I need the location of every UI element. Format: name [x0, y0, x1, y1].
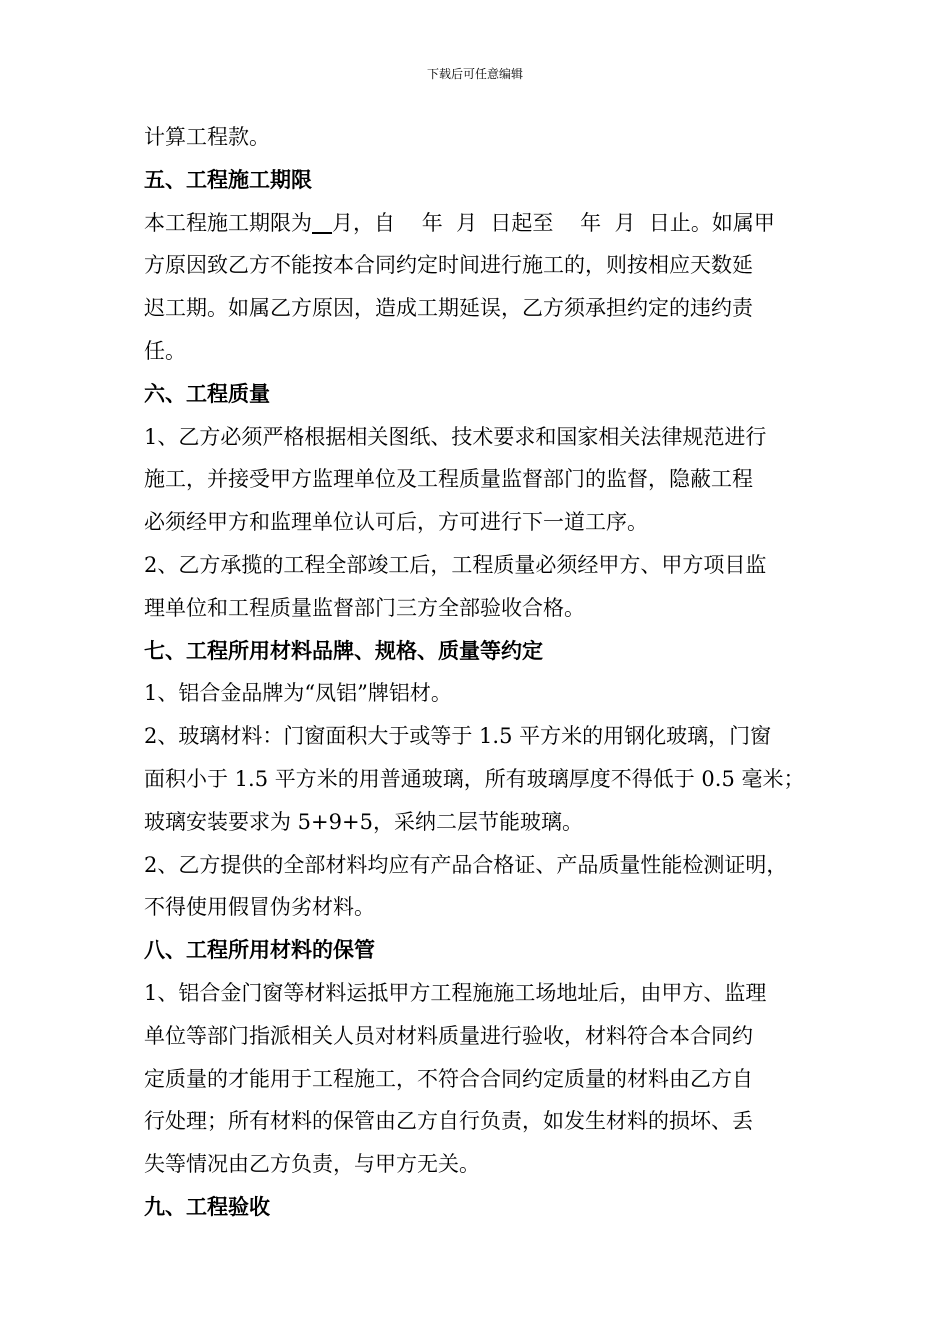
paragraph-line: 计算工程款。: [144, 125, 270, 149]
paragraph-line: 失等情况由乙方负责，与甲方无关。: [144, 1152, 480, 1177]
text-run: 月，自 年 月 日起至 年 月 日止。如属甲: [332, 210, 775, 235]
paragraph-line: 施工，并接受甲方监理单位及工程质量监督部门的监督，隐蔽工程: [144, 467, 753, 492]
paragraph-line: 2、玻璃材料：门窗面积大于或等于 1.5 平方米的用钢化玻璃，门窗: [144, 724, 772, 749]
paragraph-line: 1、铝合金品牌为“凤铝”牌铝材。: [144, 681, 452, 706]
paragraph-line: 1、铝合金门窗等材料运抵甲方工程施施工场地址后，由甲方、监理: [144, 980, 767, 1005]
paragraph-line: 面积小于 1.5 平方米的用普通玻璃，所有玻璃厚度不得低于 0.5 毫米；: [144, 766, 805, 791]
paragraph-line: 2、乙方承揽的工程全部竣工后，工程质量必须经甲方、甲方项目监: [144, 552, 767, 577]
document-body: [144, 116, 834, 1229]
section-heading-8: 八、工程所用材料的保管: [144, 937, 375, 963]
paragraph-line: 玻璃安装要求为 5+9+5，采纳二层节能玻璃。: [144, 809, 583, 834]
paragraph-line: 任。: [144, 338, 186, 363]
section-heading-7: 七、工程所用材料品牌、规格、质量等约定: [144, 637, 543, 663]
blank-field: [312, 211, 332, 235]
page-header-note: 下载后可任意编辑: [426, 67, 523, 81]
paragraph-line: 理单位和工程质量监督部门三方全部验收合格。: [144, 595, 585, 620]
paragraph-line: 行处理；所有材料的保管由乙方自行负责，如发生材料的损坏、丢: [144, 1109, 753, 1134]
paragraph-line: 1、乙方必须严格根据相关图纸、技术要求和国家相关法律规范进行: [144, 424, 767, 449]
paragraph-line: 2、乙方提供的全部材料均应有产品合格证、产品质量性能检测证明，: [144, 852, 788, 877]
section-heading-5: 五、工程施工期限: [144, 166, 312, 192]
paragraph-line: 不得使用假冒伪劣材料。: [144, 895, 375, 920]
text-run: 本工程施工期限为: [144, 210, 312, 235]
section-heading-6: 六、工程质量: [144, 380, 270, 406]
paragraph-line: [144, 202, 834, 245]
section-heading-9: 九、工程验收: [144, 1193, 270, 1219]
paragraph-line: 方原因致乙方不能按本合同约定时间进行施工的，则按相应天数延: [144, 253, 753, 278]
paragraph-line: 定质量的才能用于工程施工，不符合合同约定质量的材料由乙方自: [144, 1066, 753, 1091]
paragraph-line: 必须经甲方和监理单位认可后，方可进行下一道工序。: [144, 510, 648, 535]
paragraph-line: 迟工期。如属乙方原因，造成工期延误，乙方须承担约定的违约责: [144, 296, 753, 321]
paragraph-line: 单位等部门指派相关人员对材料质量进行验收，材料符合本合同约: [144, 1023, 753, 1048]
